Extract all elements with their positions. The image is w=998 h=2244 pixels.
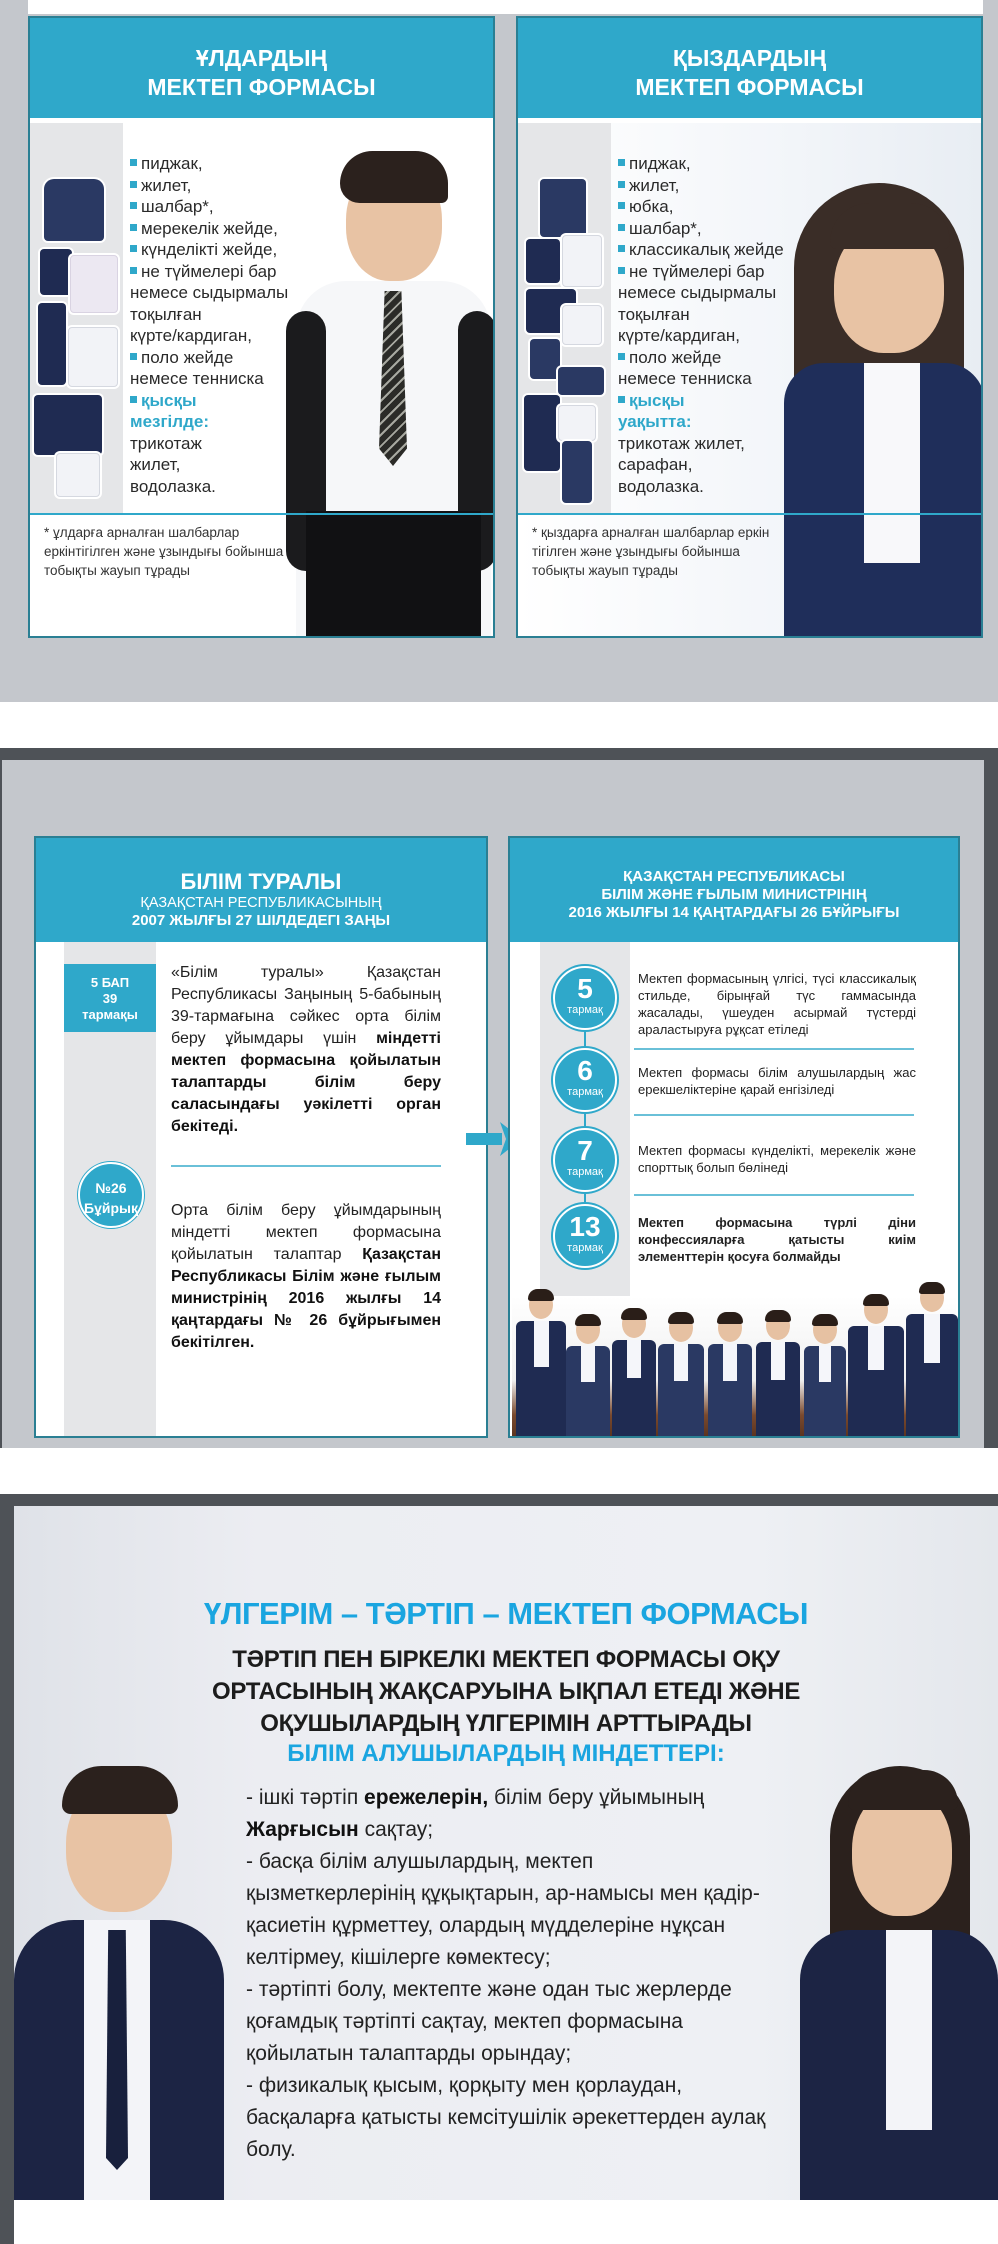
clause-13-text: Мектеп формасына түрлі діни конфессияларға қатысты киім элементтерін қосуға болмайды [638,1215,916,1264]
bullet-square-icon [130,245,137,252]
footnote-divider [30,513,493,515]
uniform-item: мерекелік жейде, [130,218,320,240]
uniform-item: немесе тенниска [130,369,264,388]
order-title-line2: БІЛІМ ЖӘНЕ ҒЫЛЫМ МИНИСТРІНІҢ [601,886,867,903]
student-figure [906,1314,958,1436]
slide-subtitle: ТӘРТІП ПЕН БІРКЕЛКІ МЕКТЕП ФОРМАСЫ ОҚУ ОРТАСЫНЫҢ ЖАҚСАРУЫНА ЫҚПАЛ ЕТЕДІ ЖӘНЕ ОҚУШЫЛАРДЫҢ ҮЛГЕРІМІН АРТТЫРАДЫ [211,1646,801,1737]
bullet-square-icon [130,267,137,274]
uniform-item: трикотаж [130,433,202,453]
white-shirt-image [68,327,118,387]
shirt-image [70,255,118,313]
uniform-item: пиджак, [130,153,320,175]
uniform-item: поло жейде [130,347,320,369]
uniform-item: поло жейде [618,347,808,369]
student-figure [658,1344,704,1436]
order-card-header [510,838,958,942]
footnote-divider [518,513,981,515]
order-badge-number: №26 [95,1180,127,1196]
sarafan-image [524,395,560,471]
duty-item-2: - басқа білім алушылардың, мектеп қызметкерлерінің құқықтарын, ар-намысы мен қадір-қасиетін құрметтеу, олардың мүдделеріне нұқсан келтірмеу, кішілерге көмектесу; [246,1850,760,1969]
boys-title-line2: МЕКТЕП ФОРМАСЫ [147,74,376,100]
article-tag-line2: 39 [102,991,118,1006]
student-figure [708,1344,752,1436]
article-tag [64,964,156,1032]
clause-badge-6: 6 тармақ [553,1048,617,1112]
uniform-item: күрте/кардиган, [130,326,252,345]
uniform-item: не түймелері бар [618,261,808,283]
knit-vest-image [530,339,560,379]
polo-image [56,453,100,497]
law-paragraph-2: Орта білім беру ұйымдарының міндетті мектеп формасына қойылатын талаптар Қазақстан Республикасы Білім және ғылым министрінің 2016 жылғы 14 қаңтардағы № 26 бұйрығымен бекітілген. [171,1202,441,1351]
cardigan-image [34,395,102,455]
student-figure [566,1346,610,1436]
bullet-square-icon [130,181,137,188]
girls-title-line2: МЕКТЕП ФОРМАСЫ [635,74,864,100]
article-tag-line3: тармақы [82,1007,138,1022]
divider [634,1114,914,1116]
bullet-square-icon [618,267,625,274]
uniform-item: күрте/кардиган, [618,326,740,345]
student-figure [756,1342,800,1436]
skirt-image [558,367,604,395]
uniform-item: жилет, [130,175,320,197]
bullet-square-icon [618,353,625,360]
uniform-item: юбка, [618,196,808,218]
boys-footnote: * ұлдарға арналған шалбарлар еркінтігілген және ұзындығы бойынша тобықты жауып тұрады [44,525,284,578]
uniform-item: немесе сыдырмалы [618,283,777,302]
bullet-square-icon [130,396,137,403]
bullet-square-icon [618,159,625,166]
bullet-square-icon [618,181,625,188]
duties-heading: БІЛІМ АЛУШЫЛАРДЫҢ МІНДЕТТЕРІ: [287,1740,725,1767]
order-badge [78,1162,144,1228]
girl-photo [790,1760,998,2200]
law-date: 2007 ЖЫЛҒЫ 27 ШІЛДЕДЕГІ ЗАҢЫ [131,912,391,929]
order-title-line3: 2016 ЖЫЛҒЫ 14 ҚАҢТАРДАҒЫ 26 БҰЙРЫҒЫ [568,904,900,921]
timeline-connector [584,998,586,1238]
student-figure [848,1326,904,1436]
uniform-item: трикотаж жилет, [618,433,745,453]
uniform-item: жилет, [618,175,808,197]
clause-badge-13: 13 тармақ [553,1204,617,1268]
student-figure [612,1340,656,1436]
uniform-item: шалбар*, [130,196,320,218]
law-card-header [36,838,486,942]
divider [634,1048,914,1050]
slide-top-margin [28,0,983,14]
divider [634,1194,914,1196]
order-badge-label: Бұйрық [84,1200,138,1216]
girl-photo [764,163,983,638]
uniform-item: водолазка. [618,476,704,496]
uniform-item: немесе сыдырмалы [130,283,289,302]
ministry-order-card [508,836,960,1438]
trousers-image [562,441,592,503]
uniform-item: күнделікті жейде, [130,239,320,261]
bullet-square-icon [618,396,625,403]
slide-border-right [984,760,998,1448]
duty-item-1: - ішкі тәртіп ережелерін, білім беру ұйымының Жарғысын сақтау; [246,1786,705,1841]
bullet-square-icon [130,224,137,231]
uniform-item: тоқылған [618,304,690,324]
divider [171,1165,441,1167]
boy-photo [286,151,495,638]
turtleneck-image [558,405,596,441]
student-figure [804,1346,846,1436]
uniform-item: сарафан, [618,455,693,474]
uniform-item: тоқылған [130,304,202,324]
bullet-square-icon [130,353,137,360]
student-figure [516,1321,566,1436]
boys-title-line1: ҰЛДАРДЫҢ [195,45,328,71]
girls-title-line1: ҚЫЗДАРДЫҢ [672,45,827,71]
education-law-card [34,836,488,1438]
uniform-item: қысқы [618,390,808,412]
bullet-square-icon [130,202,137,209]
clause-badge-7: 7 тармақ [553,1128,617,1192]
article-tag-line1: 5 БАП [90,975,130,990]
boys-card-header [30,18,493,121]
law-subtitle: ҚАЗАҚСТАН РЕСПУБЛИКАСЫНЫҢ [140,895,382,911]
uniform-item: классикалық жейде [618,239,808,261]
girls-clothes-column [518,123,611,513]
blouse-image [562,305,602,345]
duty-item-3: - тәртіпті болу, мектепте және одан тыс жерлерде қоғамдық тәртіпті сақтау, мектеп формасына қойылатын талаптарды орындау; [246,1978,732,2065]
girls-card-header [518,18,981,121]
bullet-square-icon [130,159,137,166]
boys-clothes-column [30,123,123,513]
clause-5-text: Мектеп формасының үлгісі, түсі классикалық стильде, бірыңғай түс гаммасында жасалады, үшеуден асырмай түстерді араластыруға рұқсат етіледі [638,971,916,1037]
boys-uniform-card [28,16,495,638]
slide-border [0,748,998,760]
slide-border-left [0,1506,14,2244]
slide-student-duties [0,1506,998,2244]
duty-item-4: - физикалық қысым, қорқыту мен қорлаудан, басқаларға қатысты кемсітушілік әрекеттерден аулақ болу. [246,2074,766,2161]
uniform-item: немесе тенниска [618,369,752,388]
law-title: БІЛІМ ТУРАЛЫ [180,869,342,894]
girls-footnote: * қыздарға арналған шалбарлар еркін тігілген және ұзындығы бойынша тобықты жауып тұрады [532,525,770,578]
slide-title: ҮЛГЕРІМ – ТӘРТІП – МЕКТЕП ФОРМАСЫ [203,1596,809,1631]
uniform-item: шалбар*, [618,218,808,240]
uniform-item: жилет, [130,455,181,474]
uniform-item: водолазка. [130,476,216,496]
bullet-square-icon [618,224,625,231]
girls-uniform-card [516,16,983,638]
duties-panel [14,1506,998,2200]
clause-6-text: Мектеп формасы білім алушылардың жас ерекшеліктеріне қарай енгізіледі [638,1065,916,1097]
page-edge [983,0,998,702]
shirt-image [562,235,602,287]
vest-image [526,239,560,283]
vest-image [40,249,72,295]
bullet-square-icon [618,245,625,252]
law-paragraph-1: «Білім туралы» Қазақстан Республикасы Заңының 5-бабының 39-тармағына сәйкес орта білім беру ұйымдары үшін міндетті мектеп формасына қойылатын талаптарды білім беру саласындағы уәкілетті орган бекітеді. [171,964,441,1135]
uniform-item: қысқы [130,390,320,412]
clause-badge-5: 5 тармақ [553,966,617,1030]
trousers-image [38,303,66,385]
slide-uniforms [0,0,998,702]
slide-border [0,1494,998,1506]
blazer-image [540,179,586,237]
bullet-square-icon [618,202,625,209]
uniform-item: уақытта: [618,412,692,431]
clause-7-text: Мектеп формасы күнделікті, мерекелік және спорттық болып бөлінеді [638,1143,916,1175]
boy-photo [14,1760,224,2200]
order-title-line1: ҚАЗАҚСТАН РЕСПУБЛИКАСЫ [623,868,845,885]
duties-list [246,1782,766,2166]
uniform-item: пиджак, [618,153,808,175]
students-group-photo [512,1296,956,1436]
blazer-image [44,179,104,241]
uniform-item: не түймелері бар [130,261,320,283]
uniform-item: мезгілде: [130,412,209,431]
